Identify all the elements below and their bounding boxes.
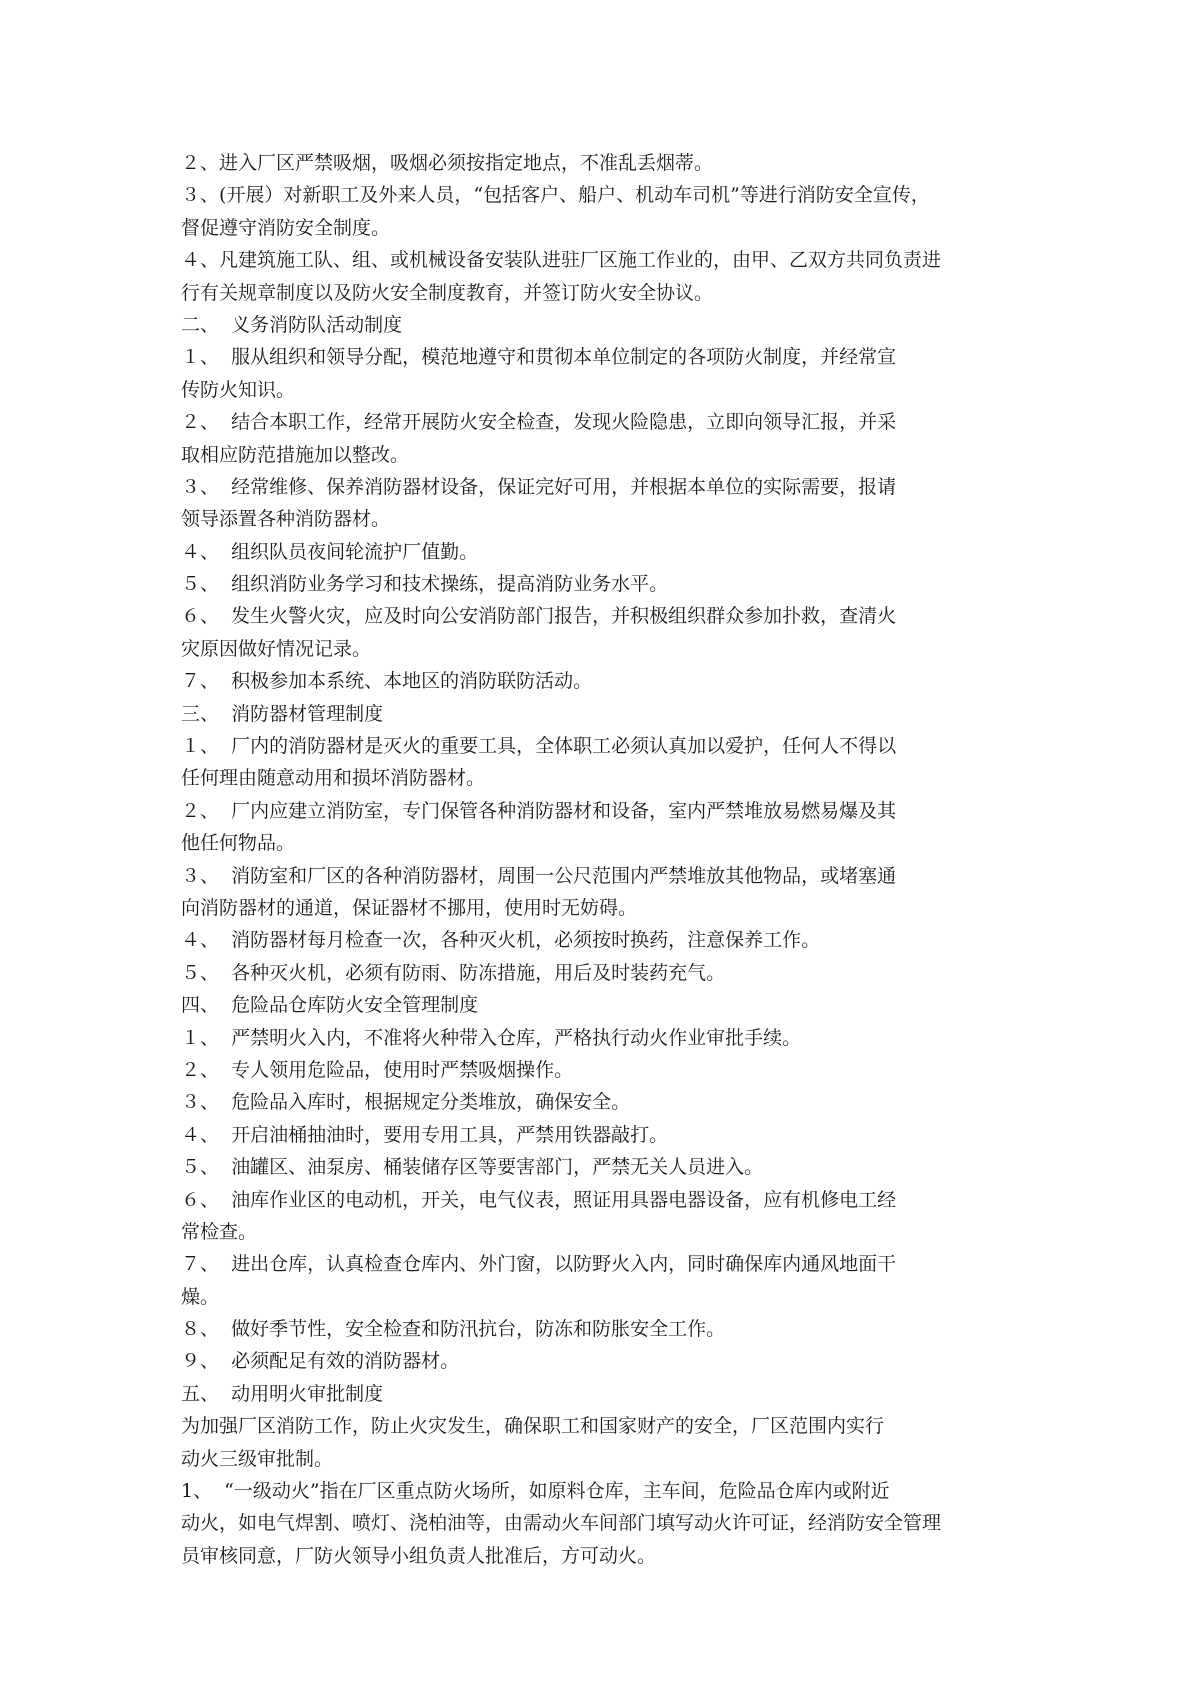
text-line: ２、进入厂区严禁吸烟，吸烟必须按指定地点，不准乱丢烟蒂。 <box>181 152 714 174</box>
text-line: 二、 义务消防队活动制度 <box>181 313 403 336</box>
text-line: ２、 结合本职工作，经常开展防火安全检查，发现火险隐患，立即向领导汇报，并采 <box>181 411 897 434</box>
text-line: 为加强厂区消防工作，防止火灾发生，确保职工和国家财产的安全，厂区范围内实行 <box>181 1415 885 1438</box>
text-line: ７、 积极参加本系统、本地区的消防联防活动。 <box>181 670 593 693</box>
text-line: ６、 油库作业区的电动机，开关，电气仪表，照证用具器电器设备，应有机修电工经 <box>181 1188 897 1211</box>
text-line: ９、 必须配足有效的消防器材。 <box>181 1350 460 1373</box>
text-line: ７、 进出仓库，认真检查仓库内、外门窗，以防野火入内，同时确保库内通风地面干 <box>181 1253 897 1276</box>
text-line: 领导添置各种消防器材。 <box>181 508 391 531</box>
text-line: ５、 组织消防业务学习和技术操练，提高消防业务水平。 <box>181 573 669 596</box>
text-line: ４、凡建筑施工队、组、或机械设备安装队进驻厂区施工作业的，由甲、乙双方共同负责进 <box>181 249 942 272</box>
text-line: 燥。 <box>181 1285 220 1308</box>
text-line: 他任何物品。 <box>181 832 296 855</box>
text-line: ４、 消防器材每月检查一次，各种灭火机，必须按时换药，注意保养工作。 <box>181 929 821 952</box>
text-line: 取相应防范措施加以整改。 <box>181 443 410 466</box>
text-line: ４、 组织队员夜间轮流护厂值勤。 <box>181 540 479 563</box>
text-line: 传防火知识。 <box>181 378 296 401</box>
text-line: 任何理由随意动用和损坏消防器材。 <box>181 767 486 790</box>
text-line: 常检查。 <box>181 1220 258 1243</box>
text-line: 动火，如电气焊割、喷灯、浇柏油等，由需动火车间部门填写动火许可证，经消防安全管理 <box>181 1512 942 1535</box>
text-line: ６、 发生火警火灾，应及时向公安消防部门报告，并积极组织群众参加扑救，查清火 <box>181 605 897 628</box>
text-line: 督促遵守消防安全制度。 <box>181 216 391 239</box>
text-line: ５、 油罐区、油泵房、桶装储存区等要害部门，严禁无关人员进入。 <box>181 1156 764 1179</box>
text-line: 动火三级审批制。 <box>181 1447 334 1470</box>
text-line: １、 严禁明火入内，不准将火种带入仓库，严格执行动火作业审批手续。 <box>181 1026 802 1049</box>
text-line: 行有关规章制度以及防火安全制度教育，并签订防火安全协议。 <box>181 281 714 304</box>
text-line: 1、 “一级动火”指在厂区重点防火场所，如原料仓库，主车间，危险品仓库内或附近 <box>181 1480 890 1503</box>
text-line: １、 服从组织和领导分配，模范地遵守和贯彻本单位制定的各项防火制度，并经常宣 <box>181 346 897 369</box>
text-line: ２、 专人领用危险品，使用时严禁吸烟操作。 <box>181 1058 574 1081</box>
text-line: 灾原因做好情况记录。 <box>181 637 372 660</box>
text-line: ３、 经常维修、保养消防器材设备，保证完好可用，并根据本单位的实际需要，报请 <box>181 475 897 498</box>
text-line: ５、 各种灭火机，必须有防雨、防冻措施，用后及时装药充气。 <box>181 961 726 984</box>
text-line: １、 厂内的消防器材是灭火的重要工具，全体职工必须认真加以爱护，任何人不得以 <box>181 735 897 758</box>
text-line: ３、 危险品入库时，根据规定分类堆放，确保安全。 <box>181 1091 631 1114</box>
text-line: 向消防器材的通道，保证器材不挪用，使用时无妨碍。 <box>181 896 638 919</box>
text-line: 四、 危险品仓库防火安全管理制度 <box>181 994 479 1017</box>
text-line: 员审核同意，厂防火领导小组负责人批准后，方可动火。 <box>181 1544 657 1567</box>
text-line: ３、 消防室和厂区的各种消防器材，周围一公尺范围内严禁堆放其他物品，或堵塞通 <box>181 864 897 887</box>
document-body <box>181 147 1061 1572</box>
text-line: ２、 厂内应建立消防室，专门保管各种消防器材和设备，室内严禁堆放易燃易爆及其 <box>181 799 897 822</box>
text-line: 三、 消防器材管理制度 <box>181 702 384 725</box>
text-line: ４、 开启油桶抽油时，要用专用工具，严禁用铁器敲打。 <box>181 1123 669 1146</box>
text-line: ８、 做好季节性，安全检查和防汛抗台，防冻和防胀安全工作。 <box>181 1318 726 1341</box>
text-line: 五、 动用明火审批制度 <box>181 1382 384 1405</box>
text-line: ３、(开展）对新职工及外来人员，“包括客户、船户、机动车司机”等进行消防安全宣传， <box>181 184 930 207</box>
